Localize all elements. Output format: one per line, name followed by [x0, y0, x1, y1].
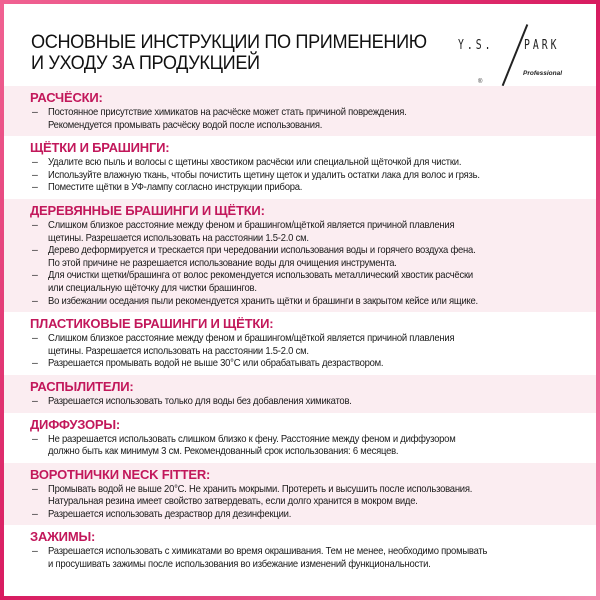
item-text-line: или специальную щёточку для чистки брашингов. [48, 281, 257, 294]
list-item [30, 395, 596, 408]
bullet-dash: – [32, 218, 38, 231]
list-item [30, 219, 596, 244]
section-title: РАСПЫЛИТЕЛИ: [30, 378, 134, 394]
bullet-dash: – [32, 168, 38, 181]
item-text-line: Удалите всю пыль и волосы с щетины хвостиком расчёски или специальной щёточкой для чистки. [48, 156, 462, 169]
list-item [30, 269, 596, 294]
section [4, 86, 596, 136]
section-title: ЗАЖИМЫ: [30, 529, 96, 545]
item-text-line: Используйте влажную ткань, чтобы почистить щетину щеток и удалить остатки лака для волос и грязь. [48, 168, 480, 181]
brand-logo [456, 14, 584, 84]
item-text-line: Натуральная резина имеет свойство затвердевать, если долго хранится в мокром виде. [48, 495, 418, 508]
list-item [30, 244, 596, 269]
item-text-line: Для очистки щетки/брашинга от волос рекомендуется использовать металлический хвостик расчёски [48, 269, 473, 282]
list-item [30, 483, 596, 508]
logo-subtitle: Professional [523, 70, 563, 77]
bullet-dash: – [32, 106, 38, 118]
section [4, 463, 596, 526]
list-item [30, 181, 596, 194]
bullet-dash: – [32, 244, 38, 257]
item-text-line: Разрешается использовать только для воды без добавления химикатов. [48, 394, 352, 407]
section [4, 136, 596, 199]
section-title: ДЕРЕВЯННЫЕ БРАШИНГИ И ЩЁТКИ: [30, 202, 265, 218]
item-text-line: должно быть как минимум 3 см. Рекомендованный срок использования: 6 месяцев. [48, 445, 399, 458]
title-line-2: И УХОДУ ЗА ПРОДУКЦИЕЙ [31, 52, 260, 74]
item-text-line: Во избежании оседания пыли рекомендуется хранить щётки и брашинги в закрытом кейсе или ящике. [48, 294, 478, 307]
list-item [30, 295, 596, 308]
item-text-line: Разрешается использовать дезраствор для дезинфекции. [48, 507, 292, 520]
bullet-dash: – [32, 432, 38, 445]
item-text-line: Промывать водой не выше 20°C. Не хранить мокрыми. Протереть и высушить после использования. [48, 482, 473, 495]
item-text-line: Не разрешается использовать слишком близко к фену. Расстояние между феном и диффузором [48, 432, 456, 445]
item-text-line: Дерево деформируется и трескается при чередовании использования воды и горячего воздуха фена. [48, 244, 476, 257]
item-text-line: щетины. Разрешается использовать на расстоянии 1.5-2.0 см. [48, 344, 309, 357]
item-text-line: Рекомендуется промывать расчёску водой после использования. [48, 118, 323, 131]
section-title: ПЛАСТИКОВЫЕ БРАШИНГИ И ЩЁТКИ: [30, 316, 274, 332]
item-text-line: и просушивать зажимы после использования во избежание изменений функциональности. [48, 558, 431, 571]
section-title: РАСЧЁСКИ: [30, 90, 103, 105]
section [4, 199, 596, 312]
logo-text-right: PARK [524, 38, 560, 53]
item-text-line: щетины. Разрешается использовать на расстоянии 1.5-2.0 см. [48, 231, 309, 244]
list-item [30, 106, 596, 131]
bullet-dash: – [32, 294, 38, 307]
list-item [30, 156, 596, 169]
section-title: ВОРОТНИЧКИ NECK FITTER: [30, 466, 211, 482]
list-item [30, 508, 596, 521]
list-item [30, 332, 596, 357]
page-title [31, 32, 427, 74]
bullet-dash: – [32, 269, 38, 282]
item-text-line: Слишком близкое расстояние между феном и брашингом/щёткой является причиной плавления [48, 218, 455, 231]
section [4, 525, 596, 575]
header [4, 4, 596, 86]
logo-text-left: Y.S. [458, 38, 494, 53]
section [4, 375, 596, 413]
list-item [30, 545, 596, 570]
item-text-line: Постоянное присутствие химикатов на расчёске может стать причиной повреждения. [48, 106, 407, 118]
item-text-line: Разрешается промывать водой не выше 30°C или обрабатывать дезраствором. [48, 357, 384, 370]
bullet-dash: – [32, 545, 38, 558]
bullet-dash: – [32, 482, 38, 495]
bullet-dash: – [32, 394, 38, 407]
section [4, 312, 596, 375]
list-item [30, 357, 596, 370]
bullet-dash: – [32, 181, 38, 194]
section [4, 413, 596, 463]
list-item [30, 433, 596, 458]
bullet-dash: – [32, 507, 38, 520]
bullet-dash: – [32, 332, 38, 345]
item-text-line: По этой причине не разрешается использование воды для очищения инструмента. [48, 256, 397, 269]
bullet-dash: – [32, 156, 38, 169]
section-title: ДИФФУЗОРЫ: [30, 416, 121, 432]
item-text-line: Слишком близкое расстояние между феном и брашингом/щёткой является причиной плавления [48, 332, 455, 345]
bullet-dash: – [32, 357, 38, 370]
item-text-line: Поместите щётки в УФ-лампу согласно инструкции прибора. [48, 181, 303, 194]
section-title: ЩЁТКИ И БРАШИНГИ: [30, 140, 170, 156]
list-item [30, 169, 596, 182]
title-line-1: ОСНОВНЫЕ ИНСТРУКЦИИ ПО ПРИМЕНЕНИЮ [31, 31, 427, 53]
registered-mark: ® [478, 79, 483, 85]
instruction-sections [4, 86, 596, 576]
item-text-line: Разрешается использовать с химикатами во время окрашивания. Тем не менее, необходимо промывать [48, 545, 488, 558]
